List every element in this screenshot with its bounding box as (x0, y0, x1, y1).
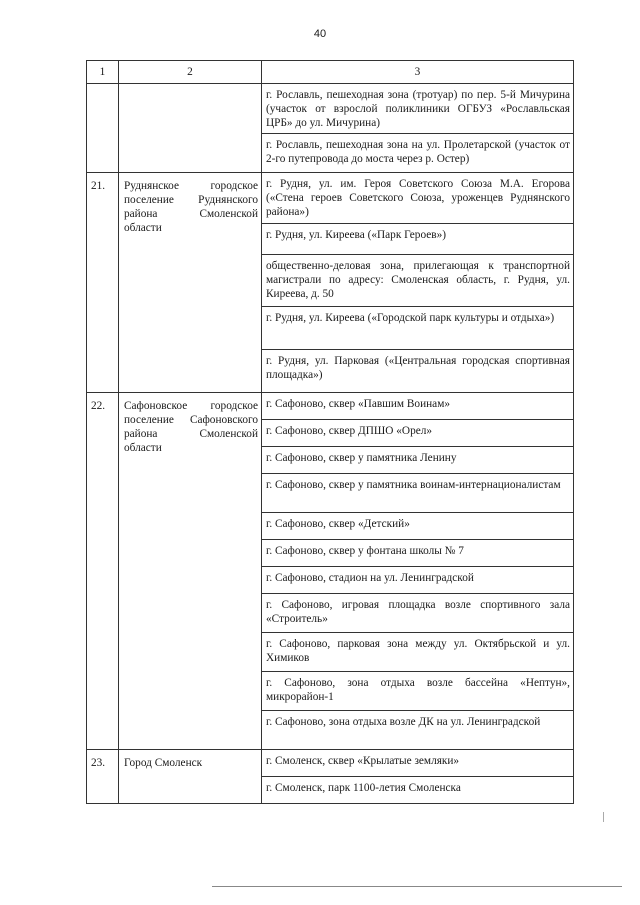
settlement-name: Город Смоленск (119, 750, 262, 804)
row-number: 23. (87, 750, 119, 804)
location-entry: г. Рудня, ул. Парковая («Центральная городская спортивная площадка») (262, 350, 574, 393)
settlement-name: Сафоновское городское поселение Сафоновского района Смоленской области (119, 393, 262, 750)
settlement-name (119, 84, 262, 173)
scan-mark (603, 812, 604, 822)
row-number (87, 84, 119, 173)
location-entry: г. Сафоново, сквер «Детский» (262, 513, 574, 540)
page-number: 40 (313, 28, 327, 40)
location-entry: г. Рудня, ул. Киреева («Городской парк культуры и отдыха») (262, 307, 574, 350)
location-entry: общественно-деловая зона, прилегающая к транспортной магистрали по адресу: Смоленская область, г. Рудня, ул. Киреева, д. 50 (262, 255, 574, 307)
location-entry: г. Смоленск, парк 1100-летия Смоленска (262, 777, 574, 804)
table-row (87, 750, 574, 777)
row-number: 22. (87, 393, 119, 750)
location-entry: г. Сафоново, зона отдыха возле бассейна «Нептун», микрорайон-1 (262, 672, 574, 711)
location-entry: г. Рудня, ул. им. Героя Советского Союза М.А. Егорова («Стена героев Советского Союза, уроженцев Руднянского района») (262, 173, 574, 224)
settlement-name: Руднянское городское поселение Руднянского района Смоленской области (119, 173, 262, 393)
location-entry: г. Смоленск, сквер «Крылатые земляки» (262, 750, 574, 777)
table-row (87, 173, 574, 224)
location-entry: г. Сафоново, зона отдыха возле ДК на ул. Ленинградской (262, 711, 574, 750)
location-entry: г. Сафоново, игровая площадка возле спортивного зала «Строитель» (262, 594, 574, 633)
header-col-3: 3 (262, 61, 574, 84)
location-entry: г. Сафоново, сквер у памятника Ленину (262, 447, 574, 474)
location-entry: г. Сафоново, сквер «Павшим Воинам» (262, 393, 574, 420)
table-body (87, 84, 574, 804)
footer-rule (212, 886, 622, 887)
table-header-row (87, 61, 574, 84)
location-entry: г. Рославль, пешеходная зона (тротуар) по пер. 5-й Мичурина (участок от взрослой поликлиники ОГБУЗ «Рославльская ЦРБ» до ул. Мичурина) (262, 84, 574, 134)
row-number: 21. (87, 173, 119, 393)
header-col-1: 1 (87, 61, 119, 84)
location-entry: г. Сафоново, сквер у фонтана школы № 7 (262, 540, 574, 567)
location-entry: г. Сафоново, сквер у памятника воинам-интернационалистам (262, 474, 574, 513)
table-row (87, 84, 574, 134)
location-entry: г. Сафоново, парковая зона между ул. Октябрьской и ул. Химиков (262, 633, 574, 672)
locations-table (86, 60, 574, 804)
location-entry: г. Рославль, пешеходная зона на ул. Пролетарской (участок от 2-го путепровода до моста через р. Остер) (262, 134, 574, 173)
location-entry: г. Сафоново, стадион на ул. Ленинградской (262, 567, 574, 594)
location-entry: г. Рудня, ул. Киреева («Парк Героев») (262, 224, 574, 255)
header-col-2: 2 (119, 61, 262, 84)
table-row (87, 393, 574, 420)
location-entry: г. Сафоново, сквер ДПШО «Орел» (262, 420, 574, 447)
